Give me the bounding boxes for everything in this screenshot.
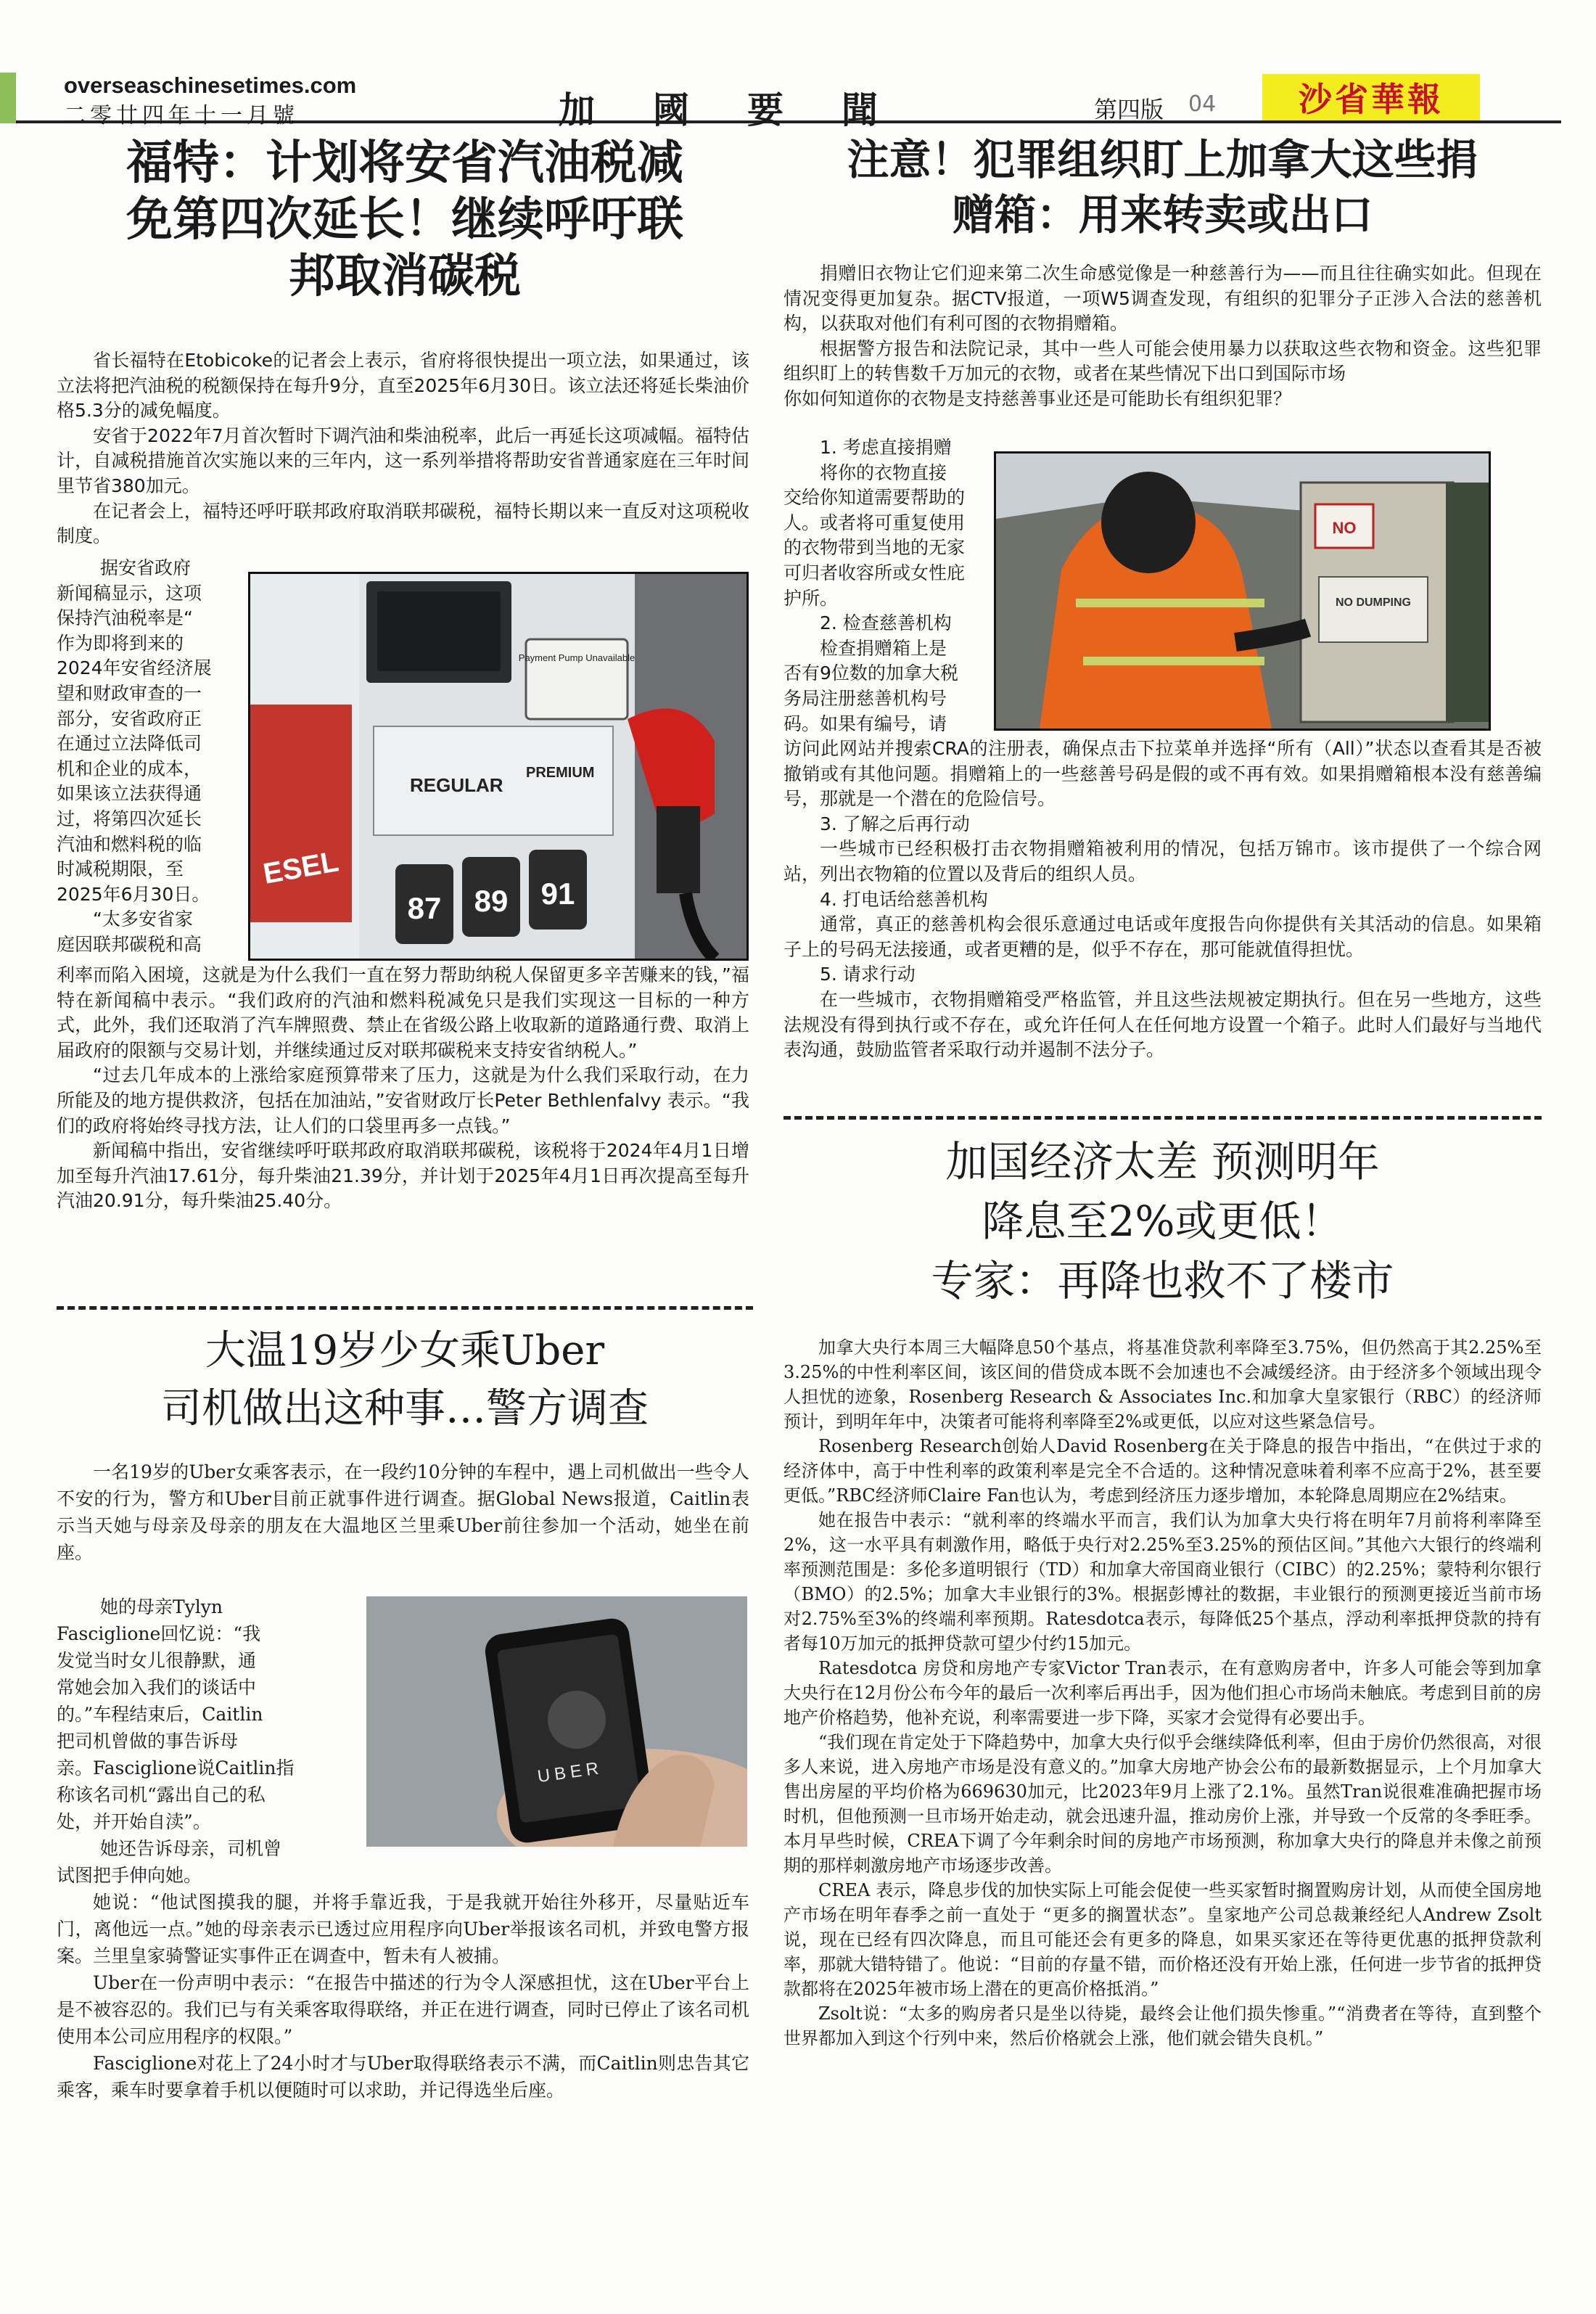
headline-line: 司机做出这种事…警方调查 bbox=[161, 1385, 649, 1432]
wrap-line: 常她会加入我们的谈话中 bbox=[57, 1677, 257, 1698]
wrap-line: 处，并开始自渎”。 bbox=[57, 1811, 211, 1832]
wrap-line: 2025年6月30日。 bbox=[57, 883, 210, 905]
wrap-line: 试图把手伸向她。 bbox=[57, 1865, 202, 1886]
headline-line: 福特：计划将安省汽油税减 bbox=[126, 136, 683, 190]
wrap-line: 保持汽油税率是“ bbox=[57, 607, 193, 629]
wrap-line: 码。如果有编号，请 bbox=[783, 713, 947, 734]
wrap-line: 的。”车程结束后，Caitlin bbox=[57, 1704, 263, 1725]
bin-notice-text: NO DUMPING bbox=[1336, 596, 1411, 609]
wrap-line: 交给你知道需要帮助的 bbox=[783, 487, 966, 509]
section-title bbox=[559, 81, 878, 134]
wrap-line: 机和企业的成本， bbox=[57, 758, 202, 779]
article2-intro bbox=[783, 261, 1542, 412]
wrap-line: 将你的衣物直接 bbox=[820, 461, 947, 483]
wrap-line: “太多安省家 bbox=[93, 908, 193, 930]
paragraph: 安省于2022年7月首次暂时下调汽油和柴油税率，此后一再延长这项减幅。福特估计，自减税措施首次实施以来的三年内，这一系列举措将帮助安省普通家庭在三年时间里节省380加元。 bbox=[57, 424, 749, 496]
paragraph: Uber在一份声明中表示：“在报告中描述的行为令人深感担忧，这在Uber平台上是不被容忍的。我们已与有关乘客取得联络，并正在进行调查，同时已停止了该名司机使用本公司应用程序的权限。” bbox=[57, 1972, 749, 2047]
pump-side-text: ESEL bbox=[260, 845, 342, 890]
paragraph: 她在报告中表示：“就利率的终端水平而言，我们认为加拿大央行将在明年7月前将利率降至2%，这一水平具有刺激作用，略低于央行对2.25%至3.25%的预估区间。”其他六大银行的终端利率预测范围是：多伦多道明银行（TD）和加拿大帝国商业银行（CIBC）的2.25%；蒙特利尔银行（BMO）的2.5%；加拿大丰业银行的3%。根据彭博社的数据，丰业银行的预测更接近当前市场对2.75%至3%的终端利率预期。Ratesdotca表示，每降低25个基点，浮动利率抵押贷款的持有者每10万加元的抵押贷款可望少付约15加元。 bbox=[783, 1510, 1542, 1654]
paragraph: 在一些城市，衣物捐赠箱受严格监管，并且这些法规被定期执行。但在另一些地方，这些法规没有得到执行或不存在，或允许任何人在任何地方设置一个箱子。此时人们最好与当地代表沟通，鼓励监管者采取行动并遏制不法分子。 bbox=[783, 988, 1542, 1061]
paragraph: Fasciglione对花上了24小时才与Uber取得联络表示不满，而Caitlin则忠告其它乘客，乘车时要拿着手机以便随时可以求助，并记得选坐后座。 bbox=[57, 2053, 749, 2101]
paragraph: “过去几年成本的上涨给家庭预算带来了压力，这就是为什么我们采取行动，在力所能及的地方提供救济，包括在加油站，”安省财政厅长Peter Bethlenfalvy 表示。“我们的政府将始终寻找方法，让人们的口袋里再多一点钱。” bbox=[57, 1064, 749, 1136]
paragraph: Ratesdotca 房贷和房地产专家Victor Tran表示，在有意购房者中，许多人可能会等到加拿大央行在12月份公布今年的最后一次利率后再出手，因为他们担心市场尚未触底。考虑到目前的房地产价格趋势，他补充说，利率需要进一步下降，买家才会觉得有必要出手。 bbox=[783, 1658, 1542, 1728]
paper-logo: 沙省華報 bbox=[1262, 74, 1480, 120]
article3-after bbox=[57, 1889, 749, 2104]
wrap-line: 据安省政府 bbox=[100, 557, 192, 578]
article2-headline bbox=[783, 132, 1542, 242]
paragraph: 捐赠旧衣物让它们迎来第二次生命感觉像是一种慈善行为——而且往往确实如此。但现在情况变得更加复杂。据CTV报道，一项W5调查发现，有组织的犯罪分子正涉入合法的慈善机构，以获取对他们有利可图的衣物捐赠箱。 bbox=[783, 263, 1542, 335]
wrap-line: 新闻稿显示，这项 bbox=[57, 582, 202, 604]
article4-body bbox=[783, 1335, 1542, 2051]
header-accent-bar bbox=[0, 73, 16, 123]
paragraph: 一些城市已经积极打击衣物捐赠箱被利用的情况，包括万锦市。该市提供了一个综合网站，列出衣物箱的位置以及背后的组织人员。 bbox=[783, 838, 1542, 885]
article1-after bbox=[57, 963, 749, 1214]
wrap-line: 她的母亲Tylyn bbox=[100, 1596, 223, 1617]
wrap-line: 庭因联邦碳税和高 bbox=[57, 933, 202, 955]
gas-pump-photo bbox=[248, 572, 749, 961]
paragraph: “我们现在肯定处于下降趋势中，加拿大央行似乎会继续降低利率，但由于房价仍然很高，对很多人来说，进入房地产市场是没有意义的。”加拿大房地产协会公布的最新数据显示，上个月加拿大售出房屋的平均价格为669630加元，比2023年9月上涨了2.1%。虽然Tran说很难准确把握市场时机，但他预测一旦市场开始走动，就会迅速升温，推动房价上涨，并导致一个反常的冬季旺季。本月早些时候，CREA下调了今年剩余时间的房地产市场预测，称加拿大央行的降息并未像之前预期的那样刺激房地产市场逐步改善。 bbox=[783, 1732, 1542, 1876]
octane-89: 89 bbox=[474, 884, 509, 918]
paragraph: CREA 表示，降息步伐的加快实际上可能会促使一些买家暂时搁置购房计划，从而使全国房地产市场在明年春季之前一直处于 “更多的搁置状态”。皇家地产公司总裁兼经纪人Andrew Zsolt说，现在已经有四次降息，而且可能还会有更多的降息，如果买家还在等待更优惠的抵押贷款利率，那就大错特错了。他说：“目前的存量不错，而价格还没有开始上涨，任何进一步节省的抵押贷款都将在2025年被市场上潜在的更高价格抵消。” bbox=[783, 1880, 1542, 1999]
site-url[interactable]: overseaschinesetimes.com bbox=[64, 73, 357, 98]
wrap-line: 的衣物带到当地的无家 bbox=[783, 537, 966, 559]
section-title-char: 加 bbox=[559, 89, 595, 131]
wrap-line: 可归者收容所或女性庇 bbox=[783, 562, 966, 583]
article3-headline bbox=[57, 1322, 753, 1438]
wrap-line: 部分，安省政府正 bbox=[57, 707, 202, 729]
list-heading: 5. 请求行动 bbox=[820, 964, 916, 985]
section-title-char: 要 bbox=[747, 89, 783, 131]
wrap-line: 汽油和燃料税的临 bbox=[57, 833, 202, 855]
wrap-line: 时减税期限，至 bbox=[57, 858, 184, 880]
question: 你如何知道你的衣物是支持慈善事业还是可能助长有组织犯罪？ bbox=[783, 387, 1292, 409]
article1-intro bbox=[57, 348, 749, 549]
page-number: 04 bbox=[1188, 91, 1217, 117]
wrap-line: 她还告诉母亲，司机曾 bbox=[100, 1838, 282, 1859]
headline-line: 邦取消碳税 bbox=[289, 250, 521, 303]
issue-date: 二零廿四年十一月號 bbox=[64, 103, 299, 128]
wrap-line: 2. 检查慈善机构 bbox=[820, 612, 952, 634]
article1-wrap-column bbox=[57, 556, 245, 958]
grade-label-regular: REGULAR bbox=[410, 774, 503, 796]
wrap-line: 务局注册慈善机构号 bbox=[783, 687, 947, 709]
paragraph: 省长福特在Etobicoke的记者会上表示，省府将很快提出一项立法，如果通过，该立法将把汽油税的税额保持在每升9分，直至2025年6月30日。该立法还将延长柴油价格5.3分的减免幅度。 bbox=[57, 350, 749, 422]
wrap-line: 望和财政审查的一 bbox=[57, 682, 202, 704]
wrap-line: 作为即将到来的 bbox=[57, 632, 184, 654]
wrap-line: 如果该立法获得通 bbox=[57, 783, 202, 805]
headline-line: 加国经济太差 预测明年 bbox=[945, 1137, 1380, 1186]
paragraph: 访问此网站并搜索CRA的注册表，确保点击下拉菜单并选择“所有（All）”状态以查看其是否被撤销或有其他问题。捐赠箱上的一些慈善号码是假的或不再有效。如果捐赠箱根本没有慈善编号，那就是一个潜在的危险信号。 bbox=[783, 738, 1542, 810]
paragraph: 利率而陷入困境，这就是为什么我们一直在努力帮助纳税人保留更多辛苦赚来的钱，”福特在新闻稿中表示。“我们政府的汽油和燃料税减免只是我们实现这一目标的一种方式，此外，我们还取消了汽车牌照费、禁止在省级公路上收取新的道路通行费、取消上届政府的限额与交易计划，并继续通过反对联邦碳税来支持安省纳税人。” bbox=[57, 964, 749, 1061]
list-heading: 3. 了解之后再行动 bbox=[820, 813, 970, 834]
wrap-line: Fasciglione回忆说：“我 bbox=[57, 1623, 261, 1644]
page-label: 第四版 bbox=[1094, 96, 1164, 123]
wrap-line: 称该名司机“露出自己的私 bbox=[57, 1784, 266, 1805]
phone-app-name: UBER bbox=[536, 1757, 604, 1787]
paragraph: 根据警方报告和法院记录，其中一些人可能会使用暴力以获取这些衣物和资金。这些犯罪组织盯上的转售数千万加元的衣物，或者在某些情况下出口到国际市场 bbox=[783, 337, 1542, 385]
wrap-line: 否有9位数的加拿大税 bbox=[783, 662, 958, 684]
headline-line: 大温19岁少女乘Uber bbox=[205, 1327, 605, 1374]
section-title-char: 聞 bbox=[842, 89, 878, 131]
headline-line: 免第四次延长！继续呼吁联 bbox=[126, 193, 683, 247]
article2-after bbox=[783, 737, 1542, 1063]
paragraph: 一名19岁的Uber女乘客表示，在一段约10分钟的车程中，遇上司机做出一些令人不安的行为，警方和Uber目前正就事件进行调查。据Global News报道，Caitlin表示当天她与母亲及母亲的朋友在大温地区兰里乘Uber前往参加一个活动，她坐在前座。 bbox=[57, 1461, 749, 1563]
donation-bin-photo bbox=[994, 451, 1491, 731]
paragraph: 新闻稿中指出，安省继续呼吁联邦政府取消联邦碳税，该税将于2024年4月1日增加至每升汽油17.61分，每升柴油21.39分，并计划于2025年4月1日再次提高至每升汽油20.91分，每升柴油25.40分。 bbox=[57, 1140, 749, 1212]
pump-prompt: Payment Pump Unavailable bbox=[518, 652, 635, 663]
dashed-divider bbox=[57, 1306, 753, 1310]
wrap-line: 2024年安省经济展 bbox=[57, 657, 212, 679]
wrap-line: 1. 考虑直接捐赠 bbox=[820, 437, 952, 458]
paragraph: 她说：“他试图摸我的腿，并将手靠近我，于是我就开始往外移开，尽量贴近车门，离他远一点。”她的母亲表示已透过应用程序向Uber举报该名司机，并致电警方报案。兰里皇家骑警证实事件正在调查中，暂未有人被捕。 bbox=[57, 1892, 749, 1966]
wrap-line: 过，将第四次延长 bbox=[57, 808, 202, 829]
section-title-char: 國 bbox=[653, 89, 689, 131]
article4-headline bbox=[783, 1132, 1542, 1310]
wrap-line: 发觉当时女儿很静默，通 bbox=[57, 1650, 257, 1671]
dashed-divider bbox=[783, 1116, 1542, 1120]
article3-wrap-column bbox=[57, 1593, 361, 1889]
paragraph: 在记者会上，福特还呼吁联邦政府取消联邦碳税，福特长期以来一直反对这项税收制度。 bbox=[57, 500, 749, 547]
list-heading: 4. 打电话给慈善机构 bbox=[820, 888, 988, 910]
paragraph: 通常，真正的慈善机构会很乐意通过电话或年度报告向你提供有关其活动的信息。如果箱子上的号码无法接通，或者更糟的是，似乎不存在，那可能就值得担忧。 bbox=[783, 914, 1542, 960]
paragraph: 加拿大央行本周三大幅降息50个基点，将基准贷款利率降至3.75%，但仍然高于其2.25%至3.25%的中性利率区间，该区间的借贷成本既不会加速也不会减缓经济。由于经济多个领域出现令人担忧的迹象，Rosenberg Research & Associates Inc.和加拿大皇家银行（RBC）的经济师预计，到明年年中，决策者可能将利率降至2%或更低，以应对这些紧急信号。 bbox=[783, 1337, 1542, 1432]
headline-line: 专家：再降也救不了楼市 bbox=[931, 1256, 1394, 1305]
wrap-line: 亲。Fasciglione说Caitlin指 bbox=[57, 1757, 295, 1778]
wrap-line: 在通过立法降低司 bbox=[57, 733, 202, 755]
article2-wrap-column bbox=[783, 435, 1001, 737]
wrap-line: 把司机曾做的事告诉母 bbox=[57, 1731, 239, 1752]
octane-87: 87 bbox=[407, 891, 442, 925]
headline-line: 降息至2%或更低！ bbox=[982, 1197, 1344, 1246]
wrap-line: 检查捐赠箱上是 bbox=[820, 637, 947, 659]
octane-91: 91 bbox=[540, 877, 575, 911]
paragraph: Zsolt说：“太多的购房者只是坐以待毙，最终会让他们损失惨重。”“消费者在等待，直到整个世界都加入到这个行列中来，然后价格就会上涨，他们就会错失良机。” bbox=[783, 2003, 1542, 2048]
article1-headline bbox=[57, 135, 753, 305]
wrap-line: 护所。 bbox=[783, 587, 839, 609]
wrap-line: 人。或者将可重复使用 bbox=[783, 512, 966, 533]
article3-intro bbox=[57, 1458, 749, 1566]
bin-sign-text: NO bbox=[1332, 519, 1357, 537]
grade-label-premium: PREMIUM bbox=[526, 765, 595, 781]
headline-line: 赠箱：用来转卖或出口 bbox=[952, 190, 1373, 239]
uber-phone-photo bbox=[366, 1596, 747, 1847]
paragraph: Rosenberg Research创始人David Rosenberg在关于降息的报告中指出，“在供过于求的经济体中，高于中性利率的政策利率是完全不合适的。这种情况意味着利率不应高于2%，甚至要更低。”RBC经济师Claire Fan也认为，考虑到经济压力逐步增加，本轮降息周期应在2%结束。 bbox=[783, 1436, 1542, 1506]
headline-line: 注意！犯罪组织盯上加拿大这些捐 bbox=[847, 135, 1478, 184]
